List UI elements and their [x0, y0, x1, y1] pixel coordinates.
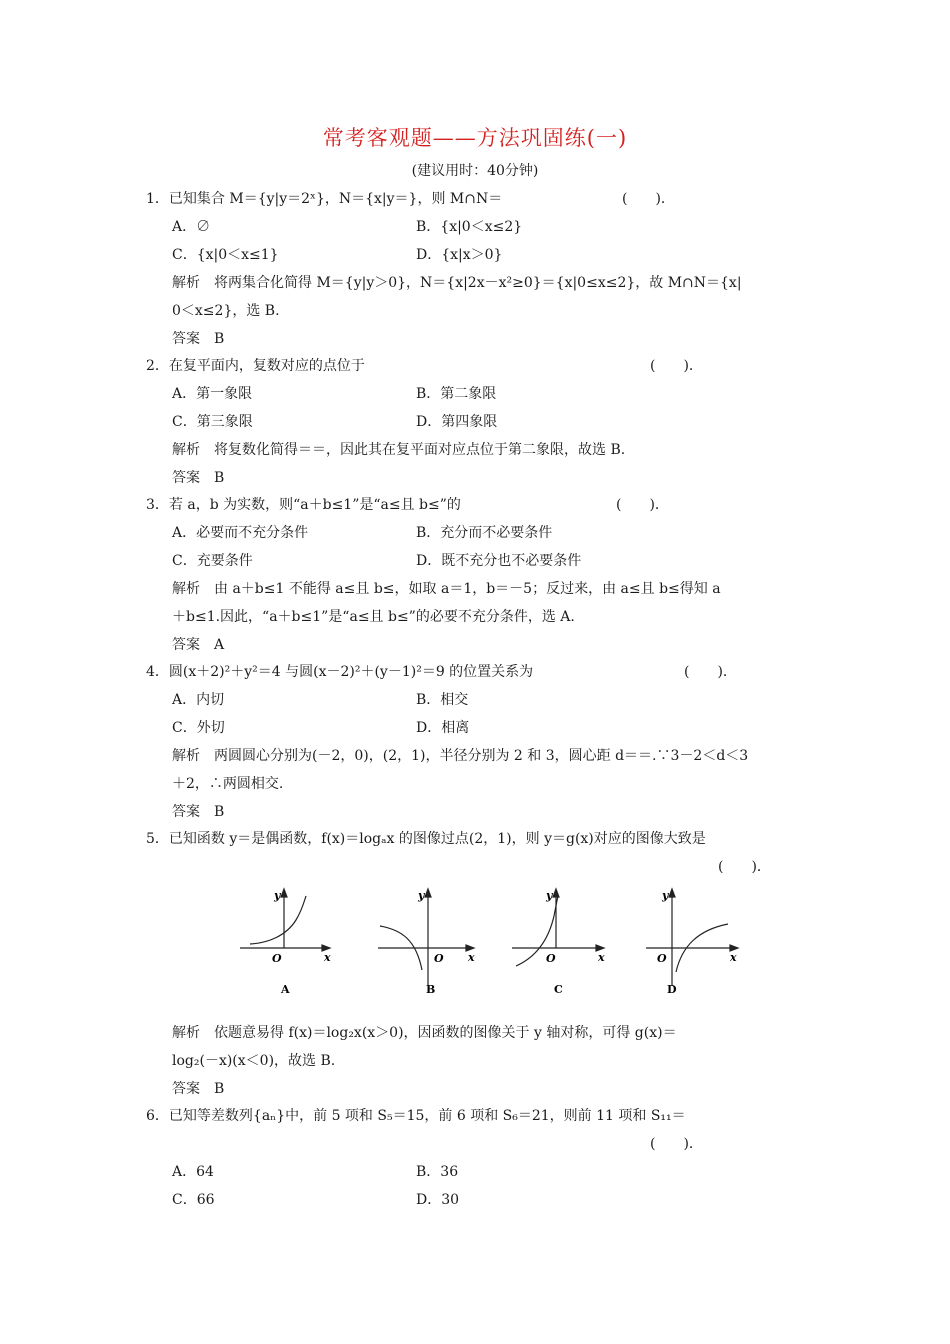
q5-graph-d-caption: D [667, 983, 677, 996]
q2-option-a: A．第一象限 [172, 386, 253, 402]
q5-graph-a-y-label: y [274, 889, 281, 902]
q5-graph-a-x-label: x [324, 951, 331, 964]
q4-answer: 答案 B [172, 804, 225, 820]
q2-explanation-line1: 解析 将复数化简得＝＝，因此其在复平面对应点位于第二象限，故选 B. [172, 442, 626, 458]
q5-graph-d-y-label: y [662, 889, 669, 902]
q6-option-d: D．30 [416, 1192, 460, 1208]
q4-option-c: C．外切 [172, 720, 225, 736]
q5-graph-b-origin-label: O [434, 952, 444, 965]
q1-explanation-line2: 0＜x≤2}，选 B. [172, 303, 280, 319]
q4-option-b: B．相交 [416, 692, 469, 708]
q1-option-a: A．∅ [172, 219, 211, 235]
q3-answer-paren: ( )． [616, 497, 669, 513]
q6-option-c: C．66 [172, 1192, 215, 1208]
q3-option-b: B．充分而不必要条件 [416, 525, 553, 541]
q5-graph-c-caption: C [554, 983, 563, 996]
q3-option-c: C．充要条件 [172, 553, 253, 569]
q6-answer-paren: ( )． [650, 1136, 703, 1152]
q2-option-c: C．第三象限 [172, 414, 253, 430]
q2-option-b: B．第二象限 [416, 386, 497, 402]
page-title: 常考客观题——方法巩固练(一) [322, 126, 628, 150]
q4-explanation-line1: 解析 两圆圆心分别为(－2，0)，(2，1)，半径分别为 2 和 3，圆心距 d＝＝.∵3－2＜d＜3 [172, 748, 749, 764]
q2-answer-paren: ( )． [650, 358, 703, 374]
q1-stem: 1．已知集合 M＝{y|y＝2ˣ}，N＝{x|y＝}，则 M∩N＝ [146, 191, 503, 207]
q3-explanation-line1: 解析 由 a＋b≤1 不能得 a≤且 b≤，如取 a＝1，b＝－5；反过来，由 a≤且 b≤得知 a [172, 581, 721, 597]
q5-answer-paren: ( )． [718, 859, 771, 875]
q5-graph-b-y-label: y [418, 889, 425, 902]
q1-answer-paren: ( )． [622, 191, 675, 207]
q4-explanation-line2: ＋2，∴两圆相交. [172, 776, 284, 792]
q5-graph-d-x-label: x [730, 951, 737, 964]
q5-stem: 5．已知函数 y＝是偶函数，f(x)＝logₐx 的图像过点(2，1)，则 y＝g(x)对应的图像大致是 [146, 831, 706, 847]
q3-stem: 3．若 a，b 为实数，则“a＋b≤1”是“a≤且 b≤”的 [146, 497, 461, 513]
q5-graph-c-y-label: y [546, 889, 553, 902]
q5-graph-a-origin-label: O [272, 952, 282, 965]
q1-explanation-line1: 解析 将两集合化简得 M＝{y|y＞0}，N＝{x|2x－x²≥0}＝{x|0≤x≤2}，故 M∩N＝{x| [172, 275, 742, 291]
q4-option-d: D．相离 [416, 720, 470, 736]
q3-explanation-line2: ＋b≤1.因此，“a＋b≤1”是“a≤且 b≤”的必要不充分条件，选 A. [172, 609, 575, 625]
q5-graph-c-origin-label: O [546, 952, 556, 965]
q3-answer: 答案 A [172, 637, 225, 653]
q4-option-a: A．内切 [172, 692, 225, 708]
q5-explanation-line1: 解析 依题意易得 f(x)＝log₂x(x＞0)，因函数的图像关于 y 轴对称，可得 g(x)＝ [172, 1025, 677, 1041]
q1-option-b: B．{x|0＜x≤2} [416, 219, 523, 235]
page-subtitle: (建议用时：40分钟) [411, 163, 539, 179]
q5-graph-b [374, 886, 484, 998]
q1-option-c: C．{x|0＜x≤1} [172, 247, 279, 263]
q5-graph-c-x-label: x [598, 951, 605, 964]
q2-stem: 2．在复平面内，复数对应的点位于 [146, 358, 365, 374]
q3-option-d: D．既不充分也不必要条件 [416, 553, 582, 569]
q6-stem: 6．已知等差数列{aₙ}中，前 5 项和 S₅＝15，前 6 项和 S₆＝21，则前 11 项和 S₁₁＝ [146, 1108, 686, 1124]
q1-option-d: D．{x|x＞0} [416, 247, 503, 263]
q5-answer: 答案 B [172, 1081, 225, 1097]
q4-answer-paren: ( )． [684, 664, 737, 680]
q5-graph-b-caption: B [426, 983, 436, 996]
q5-graph-a-caption: A [281, 983, 290, 996]
q2-answer: 答案 B [172, 470, 225, 486]
q5-graph-b-x-label: x [468, 951, 475, 964]
q5-explanation-line2: log₂(－x)(x＜0)，故选 B. [172, 1053, 336, 1069]
q6-option-b: B．36 [416, 1164, 459, 1180]
q4-stem: 4．圆(x＋2)²＋y²＝4 与圆(x－2)²＋(y－1)²＝9 的位置关系为 [146, 664, 534, 680]
q5-graph-c [508, 886, 608, 998]
q1-answer: 答案 B [172, 331, 225, 347]
q3-option-a: A．必要而不充分条件 [172, 525, 309, 541]
q2-option-d: D．第四象限 [416, 414, 498, 430]
q6-option-a: A．64 [172, 1164, 214, 1180]
q5-graph-d [642, 886, 746, 998]
q5-graph-d-origin-label: O [657, 952, 667, 965]
q5-graph-a [236, 886, 336, 998]
